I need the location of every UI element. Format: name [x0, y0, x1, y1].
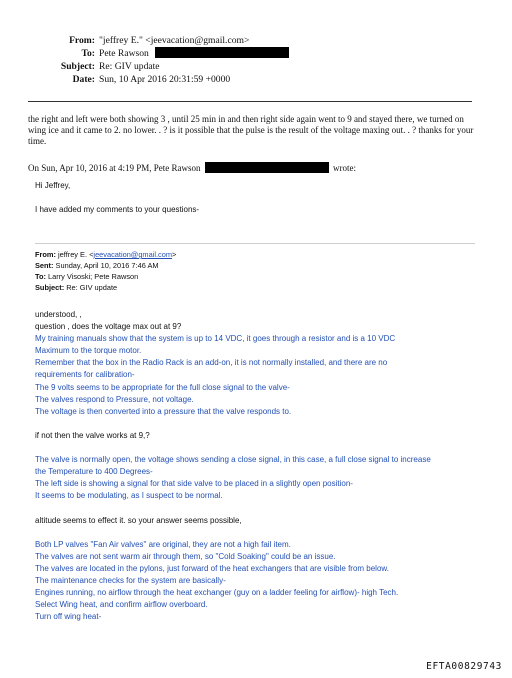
quoted-line: Engines running, no airflow through the heat exchanger (guy on a ladder feeling for airflow)- high Tech.: [35, 588, 399, 598]
header-to-row: [0, 47, 512, 60]
quoted-line: if not then the valve works at 9,?: [35, 430, 150, 440]
inner-to-row: [35, 271, 480, 282]
quoted-line: understood, ,: [35, 310, 82, 319]
to-label: To:: [81, 48, 95, 59]
quoted-line: [35, 418, 480, 430]
quoted-line: The maintenance checks for the system are basically-: [35, 576, 226, 586]
header-subject-row: [0, 60, 512, 73]
quoted-line: My training manuals show that the system is up to 14 VDC, it goes through a resistor and is a 10 VDC: [35, 334, 396, 344]
on-wrote-prefix: On Sun, Apr 10, 2016 at 4:19 PM, Pete Rawson: [28, 163, 201, 173]
date-value: Sun, 10 Apr 2016 20:31:59 +0000: [99, 74, 231, 85]
on-wrote-line: [28, 162, 478, 174]
bates-number: EFTA00829743: [426, 661, 502, 672]
redaction-box: [205, 162, 329, 173]
inner-sent-row: [35, 260, 480, 271]
header-date-row: [0, 73, 512, 86]
inner-to-label: To:: [35, 272, 46, 281]
date-label: Date:: [72, 74, 95, 85]
subject-label: Subject:: [60, 61, 95, 72]
redaction-box: [155, 47, 289, 58]
quoted-line: The valves respond to Pressure, not voltage.: [35, 394, 194, 404]
quoted-line: question , does the voltage max out at 9?: [35, 322, 182, 332]
quoted-greeting: Hi Jeffrey,: [35, 181, 71, 190]
inner-from-row: [35, 249, 480, 260]
quoted-line: The valves are located in the pylons, just forward of the heat exchangers that are visible from below.: [35, 563, 389, 573]
quoted-line: the Temperature to 400 Degrees-: [35, 467, 153, 477]
from-label: From:: [69, 35, 95, 46]
quoted-line: [35, 503, 480, 515]
quoted-line: Select Wing heat, and confirm airflow overboard.: [35, 600, 208, 610]
to-value: Pete Rawson: [99, 48, 149, 59]
inner-from-name: jeffrey E. <: [58, 250, 94, 259]
inner-sent-value: Sunday, April 10, 2016 7:46 AM: [55, 261, 159, 270]
quoted-line: Maximum to the torque motor.: [35, 346, 142, 356]
to-value-wrap: [99, 47, 289, 60]
quoted-line: altitude seems to effect it. so your answer seems possible,: [35, 515, 242, 525]
quoted-intro: I have added my comments to your questions-: [35, 205, 200, 214]
quoted-line: It seems to be modulating, as I suspect to be normal.: [35, 491, 223, 501]
inner-subject-value: Re: GIV update: [66, 283, 118, 292]
quoted-line: [35, 442, 480, 454]
inner-header: [35, 249, 480, 293]
quoted-line: The 9 volts seems to be appropriate for the full close signal to the valve-: [35, 382, 290, 392]
email-header: [0, 34, 512, 86]
on-wrote-suffix: wrote:: [333, 163, 357, 173]
quoted-line: The valve is normally open, the voltage shows sending a close signal, in this case, a full close signal to increase: [35, 455, 431, 465]
from-value: "jeffrey E." <jeevacation@gmail.com>: [99, 35, 250, 46]
quoted-divider: [35, 243, 475, 244]
quoted-line: The voltage is then converted into a pressure that the valve responds to.: [35, 406, 292, 416]
inner-subject-row: [35, 282, 480, 293]
inner-to-value: Larry Visoski; Pete Rawson: [48, 272, 139, 281]
inner-from-label: From:: [35, 250, 56, 259]
quoted-line: [35, 527, 480, 539]
quoted-line: Both LP valves "Fan Air valves" are original, they are not a high fail item.: [35, 539, 291, 549]
quoted-line: requirements for calibration-: [35, 370, 135, 380]
header-divider: [28, 101, 472, 102]
quoted-line: The valves are not sent warm air through them, so "Cold Soaking" could be an issue.: [35, 551, 336, 561]
inner-sent-label: Sent:: [35, 261, 54, 270]
subject-value: Re: GIV update: [99, 61, 160, 72]
inner-subject-label: Subject:: [35, 283, 65, 292]
inner-from-end: >: [172, 250, 177, 259]
quoted-line: The left side is showing a signal for that side valve to be placed in a slightly open position-: [35, 479, 353, 489]
inner-from-email-link[interactable]: jeevacation@gmail.com: [93, 250, 172, 259]
quoted-lines: [35, 309, 480, 623]
quoted-line: Remember that the box in the Radio Rack is an add-on, it is not normally installed, and there are no: [35, 358, 388, 368]
header-from-row: [0, 34, 512, 47]
quoted-line: Turn off wing heat-: [35, 612, 102, 622]
reply-body: the right and left were both showing 3 , until 25 min in and then right side again went to 9 and stayed there, we turned on wing ice and it came to 2. no lower. . ? is it possible that the pulse is the result of the voltage maxing out. . ? thanks for your time.: [28, 114, 474, 146]
